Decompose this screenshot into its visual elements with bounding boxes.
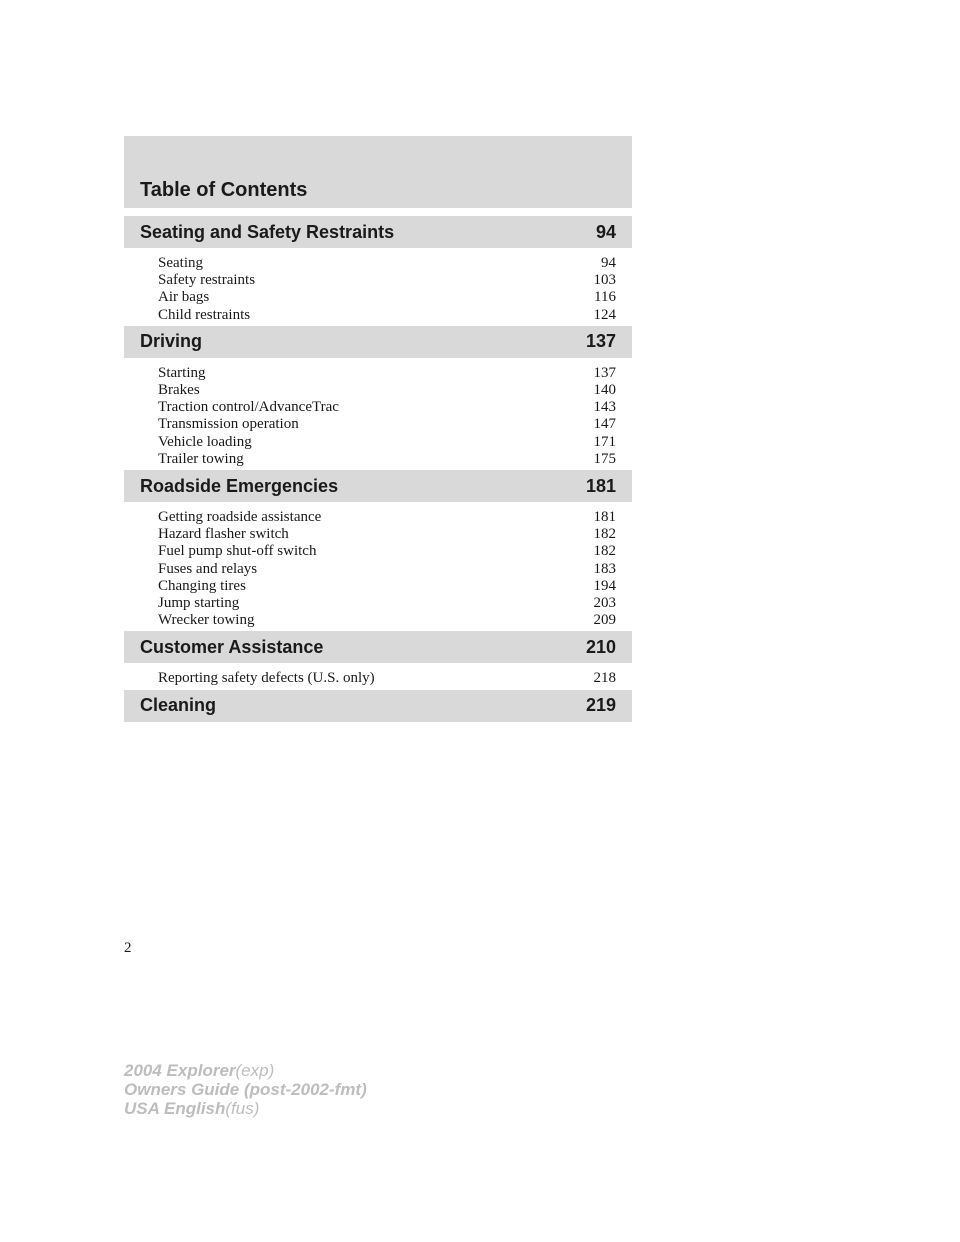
- section-title: Roadside Emergencies: [140, 475, 339, 496]
- section-page: 210: [585, 636, 616, 657]
- footer-model-code: (exp): [235, 1061, 275, 1080]
- entry-page: 194: [593, 577, 616, 594]
- entry-label: Jump starting: [158, 595, 240, 612]
- section-entries: [124, 663, 632, 689]
- footer-language-code: (fus): [225, 1099, 260, 1118]
- toc-entry[interactable]: [158, 451, 616, 468]
- entry-page: 175: [593, 450, 616, 467]
- toc-entry[interactable]: [158, 670, 616, 687]
- entry-page: 182: [593, 543, 616, 560]
- section-title: Seating and Safety Restraints: [140, 221, 395, 242]
- toc-entry[interactable]: [158, 578, 616, 595]
- entry-page: 182: [593, 526, 616, 543]
- entry-page: 137: [593, 364, 616, 381]
- entry-page: 116: [594, 289, 616, 306]
- page-number: 2: [124, 940, 132, 956]
- footer-language: USA English: [124, 1099, 226, 1118]
- entry-label: Child restraints: [158, 306, 251, 323]
- entry-label: Seating: [158, 255, 203, 271]
- toc-entry[interactable]: [158, 612, 616, 629]
- entry-label: Air bags: [158, 289, 210, 306]
- section-page: 94: [595, 221, 616, 242]
- toc-entry[interactable]: [158, 509, 616, 526]
- section-header[interactable]: [124, 216, 632, 248]
- entry-label: Vehicle loading: [158, 433, 252, 450]
- entry-page: 209: [593, 612, 616, 629]
- entry-label: Changing tires: [158, 577, 246, 594]
- toc-title: Table of Contents: [124, 136, 632, 208]
- entry-label: Trailer towing: [158, 450, 244, 467]
- entry-label: Safety restraints: [158, 272, 256, 289]
- section-page: 137: [585, 331, 616, 352]
- entry-page: 203: [593, 595, 616, 612]
- entry-label: Hazard flasher switch: [158, 526, 289, 543]
- entry-label: Fuses and relays: [158, 560, 258, 577]
- toc-entry[interactable]: [158, 526, 616, 543]
- toc-entry[interactable]: [158, 561, 616, 578]
- entry-label: Brakes: [158, 382, 200, 399]
- section-entries: [124, 502, 632, 631]
- entry-page: 183: [593, 560, 616, 577]
- section-header[interactable]: [124, 326, 632, 358]
- entry-page: 124: [593, 306, 616, 323]
- toc-entry[interactable]: [158, 399, 616, 416]
- toc-entry[interactable]: [158, 272, 616, 289]
- section-header[interactable]: [124, 631, 632, 663]
- section-header[interactable]: [124, 690, 632, 722]
- entry-page: 143: [593, 399, 616, 416]
- toc-entry[interactable]: [158, 434, 616, 451]
- section-page: 181: [585, 475, 616, 496]
- toc-entry[interactable]: [158, 416, 616, 433]
- section-title: Driving: [140, 331, 203, 352]
- entry-page: 181: [593, 509, 616, 526]
- entry-page: 218: [593, 670, 616, 687]
- entry-label: Transmission operation: [158, 416, 299, 433]
- entry-label: Wrecker towing: [158, 612, 255, 629]
- entry-page: 171: [593, 433, 616, 450]
- entry-label: Fuel pump shut-off switch: [158, 543, 317, 560]
- document-footer: [124, 1061, 524, 1118]
- entry-label: Traction control/AdvanceTrac: [158, 399, 339, 416]
- section-entries: [124, 248, 632, 326]
- entry-label: Reporting safety defects (U.S. only): [158, 670, 375, 687]
- toc-entry[interactable]: [158, 595, 616, 612]
- footer-line-3: [124, 1099, 524, 1118]
- toc-entry[interactable]: [158, 289, 616, 306]
- section-entries: [124, 358, 632, 470]
- section-title: Customer Assistance: [140, 636, 324, 657]
- section-title: Cleaning: [140, 695, 217, 716]
- toc-entry[interactable]: [158, 543, 616, 560]
- footer-line-2: [124, 1080, 524, 1099]
- section-header[interactable]: [124, 470, 632, 502]
- section-page: 219: [585, 695, 616, 716]
- entry-page: 94: [601, 255, 616, 271]
- toc-entry[interactable]: [158, 307, 616, 324]
- footer-line-1: [124, 1061, 524, 1080]
- entry-page: 140: [593, 382, 616, 399]
- footer-model: 2004 Explorer: [124, 1061, 236, 1080]
- toc-entry[interactable]: [158, 365, 616, 382]
- entry-page: 103: [593, 272, 616, 289]
- toc-entry[interactable]: [158, 382, 616, 399]
- entry-label: Starting: [158, 364, 206, 381]
- table-of-contents: [124, 136, 632, 722]
- entry-page: 147: [593, 416, 616, 433]
- footer-guide: Owners Guide (post-2002-fmt): [124, 1080, 367, 1099]
- entry-label: Getting roadside assistance: [158, 509, 322, 526]
- toc-entry[interactable]: [158, 255, 616, 272]
